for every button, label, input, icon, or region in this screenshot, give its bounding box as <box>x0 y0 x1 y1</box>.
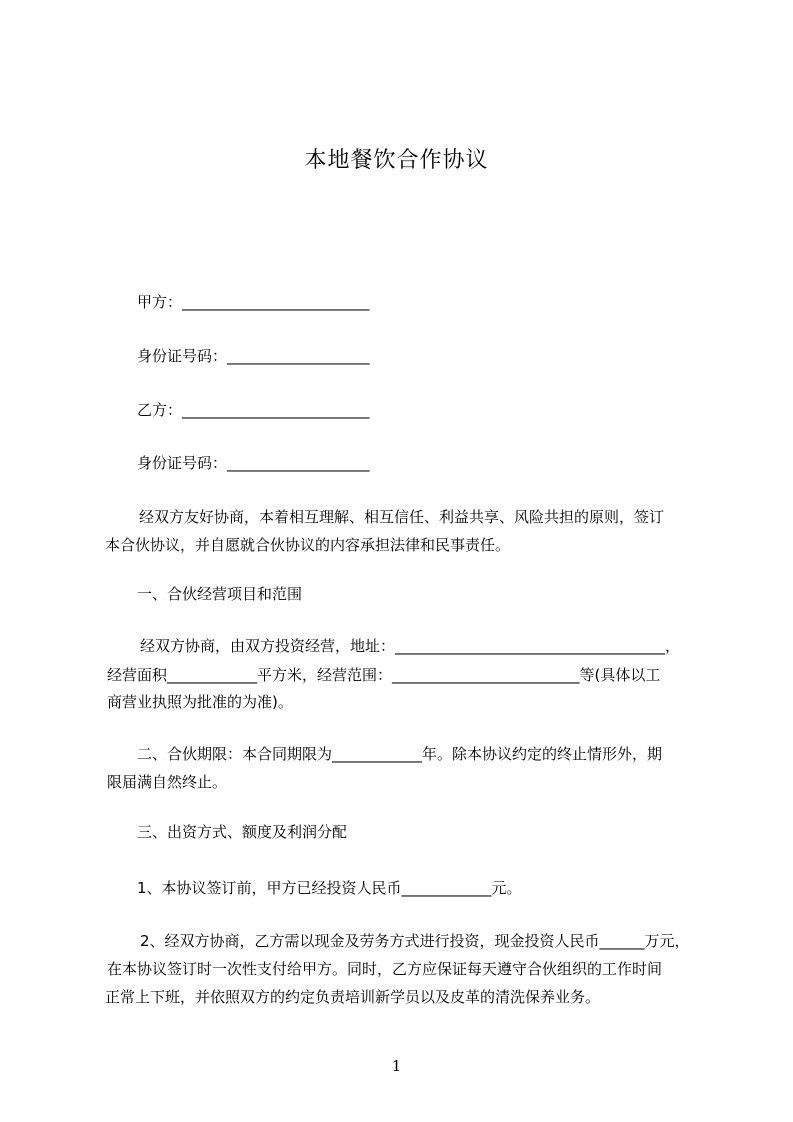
section-2-line-2: 限届满自然终止。 <box>107 773 228 791</box>
section-2-line-1: 二、合伙期限：本合同期限为____________年。除本协议约定的终止情形外，期 <box>137 745 663 763</box>
section-3-heading: 三、出资方式、额度及利润分配 <box>137 823 348 841</box>
intro-line-2: 本合伙协议，并自愿就合伙协议的内容承担法律和民事责任。 <box>105 536 511 554</box>
party-b-id-field: 身份证号码：___________________ <box>137 454 370 472</box>
section-1-line-2: 经营面积____________平方米，经营范围：_________________________等(具体以工 <box>107 666 661 684</box>
intro-line-1: 经双方友好协商，本着相互理解、相互信任、利益共享、风险共担的原则，签订 <box>139 508 665 526</box>
party-b-field: 乙方：_________________________ <box>137 401 370 419</box>
section-3-clause-2-line-2: 在本协议签订时一次性支付给甲方。同时，乙方应保证每天遵守合伙组织的工作时间 <box>107 960 663 978</box>
party-a-field: 甲方：_________________________ <box>137 293 370 311</box>
party-a-id-field: 身份证号码：___________________ <box>137 347 370 365</box>
section-1-heading: 一、合伙经营项目和范围 <box>137 585 303 603</box>
section-3-clause-1: 1、本协议签订前，甲方已经投资人民币____________元。 <box>137 879 522 897</box>
document-title: 本地餐饮合作协议 <box>304 148 489 173</box>
section-1-line-1: 经双方协商，由双方投资经营，地址：____________________________________， <box>140 637 681 655</box>
section-1-line-3: 商营业执照为批准的为准)。 <box>107 693 293 711</box>
section-3-clause-2-line-1: 2、经双方协商，乙方需以现金及劳务方式进行投资，现金投资人民币______万元， <box>140 932 690 950</box>
section-3-clause-2-line-3: 正常上下班，并依照双方的约定负责培训新学员以及皮革的清洗保养业务。 <box>105 988 601 1006</box>
page-number: 1 <box>391 1057 402 1075</box>
